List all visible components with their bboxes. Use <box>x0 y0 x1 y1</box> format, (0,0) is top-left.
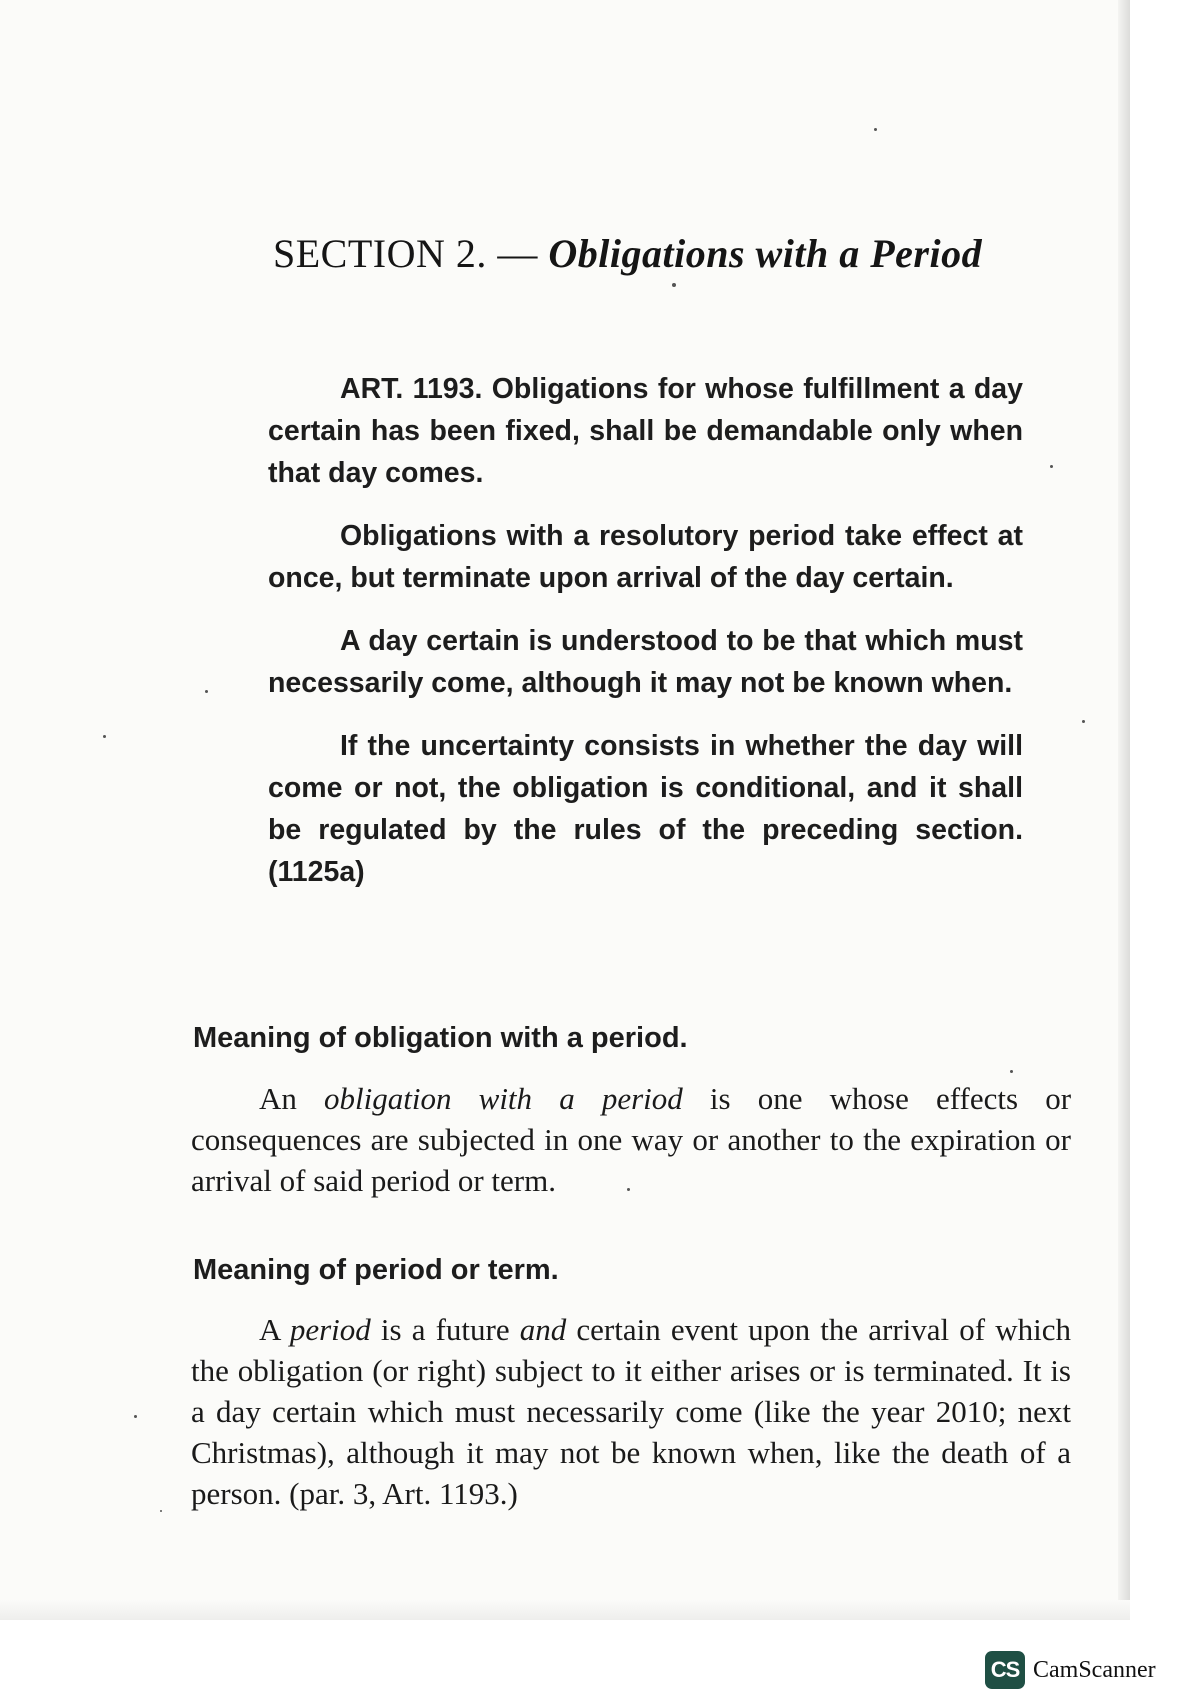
scan-speck <box>672 283 676 287</box>
camscanner-watermark <box>985 1651 1156 1689</box>
article-paragraph: A day certain is understood to be that which must necessarily come, although it may not be known when. <box>268 625 1023 699</box>
paragraph-meaning-period <box>191 1309 1071 1514</box>
article-paragraph: ART. 1193. Obligations for whose fulfillment a day certain has been fixed, shall be demandable only when that day comes. <box>268 373 1023 489</box>
emphasis-term: obligation with a period <box>324 1081 683 1116</box>
scan-speck <box>1082 720 1085 723</box>
scan-speck <box>874 128 877 131</box>
emphasis-term: period <box>289 1312 371 1347</box>
scan-speck <box>1050 465 1053 468</box>
scan-speck <box>1010 1070 1013 1073</box>
section-title <box>273 230 982 277</box>
page-bottom-shadow <box>0 1600 1130 1620</box>
emphasis-term: and <box>519 1312 567 1347</box>
article-text <box>268 368 1023 914</box>
paragraph-text: certain event upon the arrival of which the obligation (or right) subject to it either arises or is terminated. It is a day certain which must necessarily come (like the year 2010; next Christmas), although it may not be known when, like the death of a person. (par. 3, Art. 1193.) <box>191 1312 1071 1511</box>
camscanner-logo-icon: CS <box>985 1651 1025 1689</box>
camscanner-name: CamScanner <box>1033 1656 1156 1683</box>
scan-speck <box>205 690 208 693</box>
heading-meaning-period: Meaning of period or term. <box>193 1254 559 1286</box>
paragraph-meaning-obligation <box>191 1078 1071 1201</box>
paragraph-text: is a future <box>370 1312 520 1347</box>
paragraph-text: is one whose effects or consequences are subjected in one way or another to the expiration or arrival of said period or term. <box>191 1081 1072 1198</box>
section-number: SECTION 2. — <box>273 231 549 276</box>
scan-speck <box>134 1415 137 1418</box>
article-paragraph: If the uncertainty consists in whether the day will come or not, the obligation is conditional, and it shall be regulated by the rules of the preceding section. (1125a) <box>268 730 1023 888</box>
paragraph-text: A <box>259 1312 290 1347</box>
scan-speck <box>103 735 106 738</box>
article-paragraph: Obligations with a resolutory period take effect at once, but terminate upon arrival of the day certain. <box>268 520 1023 594</box>
paragraph-text: An <box>259 1081 325 1116</box>
section-subtitle: Obligations with a Period <box>548 231 983 276</box>
heading-meaning-obligation: Meaning of obligation with a period. <box>193 1022 688 1054</box>
page-edge-shadow <box>1118 0 1130 1620</box>
scan-speck <box>160 1510 162 1512</box>
